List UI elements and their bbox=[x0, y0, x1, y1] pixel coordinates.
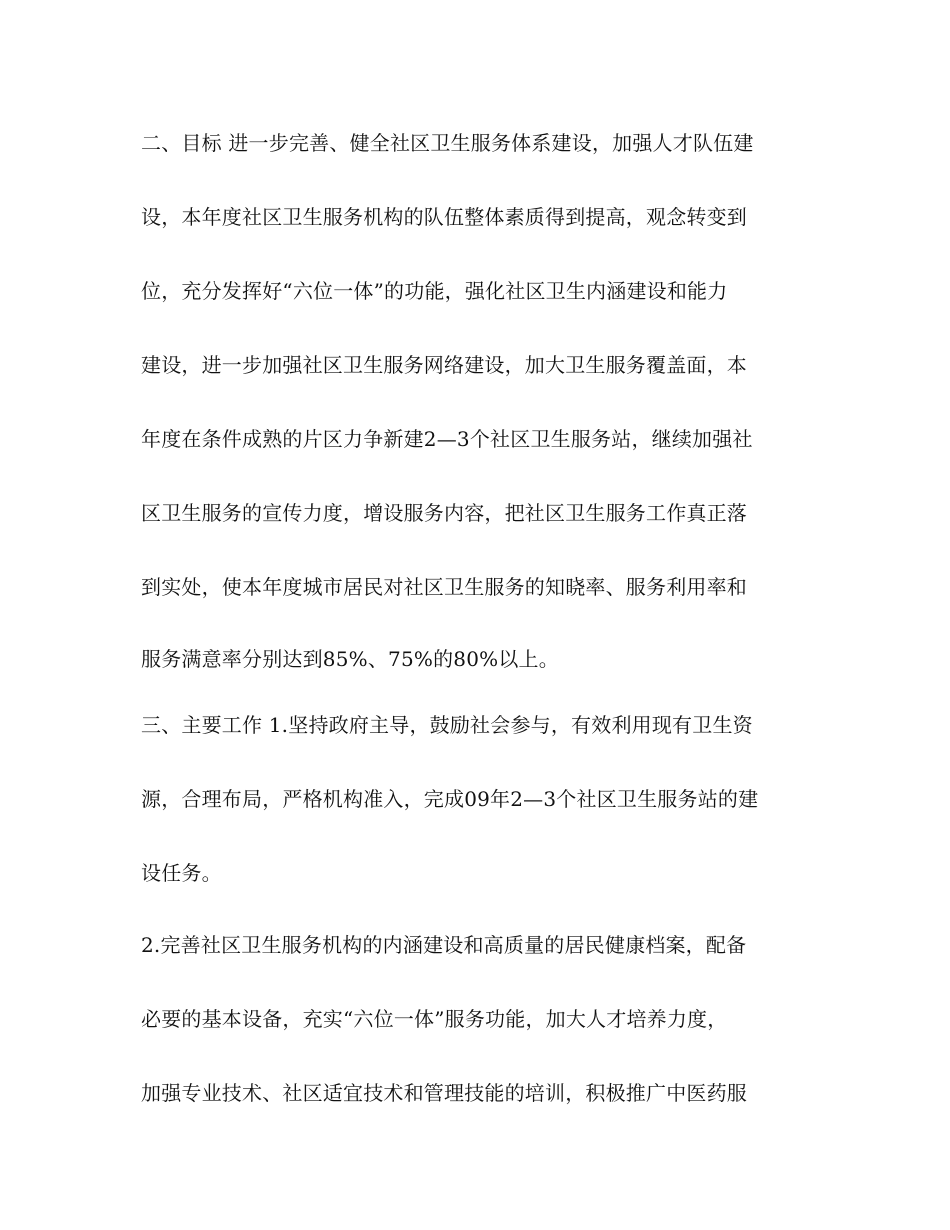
text-line: 加强专业技术、社区适宜技术和管理技能的培训，积极推广中医药服 bbox=[141, 1081, 747, 1105]
text-line: 源，合理布局，严格机构准入，完成09年2—3个社区卫生服务站的建 bbox=[141, 787, 759, 811]
text-line: 区卫生服务的宣传力度，增设服务内容，把社区卫生服务工作真正落 bbox=[141, 501, 747, 525]
text-line: 2.完善社区卫生服务机构的内涵建设和高质量的居民健康档案，配备 bbox=[141, 933, 747, 957]
text-line: 年度在条件成熟的片区力争新建2—3个社区卫生服务站，继续加强社 bbox=[141, 427, 753, 451]
text-line: 位，充分发挥好“六位一体”的功能，强化社区卫生内涵建设和能力 bbox=[141, 279, 728, 303]
text-line: 设，本年度社区卫生服务机构的队伍整体素质得到提高，观念转变到 bbox=[141, 205, 747, 229]
text-line: 三、主要工作 1.坚持政府主导，鼓励社会参与，有效利用现有卫生资 bbox=[141, 713, 753, 737]
text-line: 设任务。 bbox=[141, 861, 222, 885]
text-line: 到实处，使本年度城市居民对社区卫生服务的知晓率、服务利用率和 bbox=[141, 575, 747, 599]
text-line: 必要的基本设备，充实“六位一体”服务功能，加大人才培养力度， bbox=[141, 1007, 728, 1031]
text-line: 建设，进一步加强社区卫生服务网络建设，加大卫生服务覆盖面，本 bbox=[141, 353, 747, 377]
text-line: 服务满意率分别达到85%、75%的80%以上。 bbox=[141, 647, 559, 671]
text-line: 二、目标 进一步完善、健全社区卫生服务体系建设，加强人才队伍建 bbox=[141, 131, 754, 155]
